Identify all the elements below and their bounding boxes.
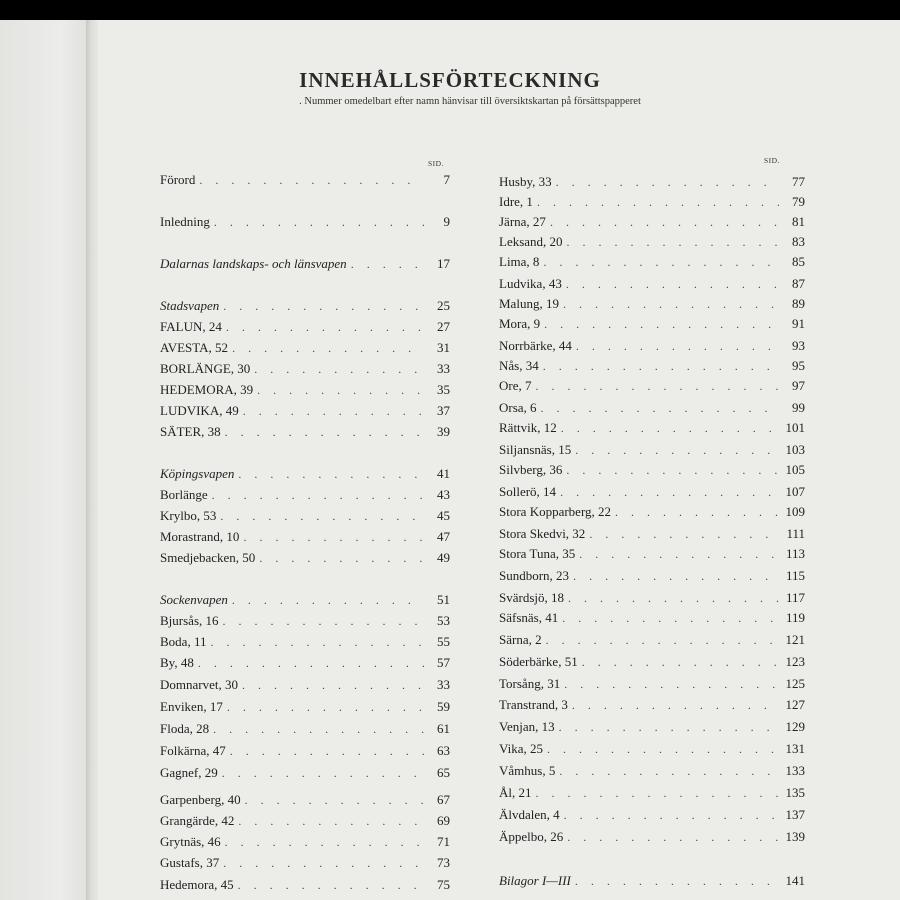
toc-dot-leader bbox=[243, 530, 424, 545]
toc-entry-page-number: 135 bbox=[785, 785, 805, 800]
toc-entry-title: By, 48 bbox=[160, 655, 194, 670]
toc-dot-leader bbox=[259, 551, 424, 566]
toc-entry-page-number: 73 bbox=[437, 855, 450, 870]
toc-dot-leader bbox=[227, 700, 424, 715]
toc-entry bbox=[160, 677, 450, 697]
toc-dot-leader bbox=[559, 720, 779, 735]
toc-entry-title: Orsa, 6 bbox=[499, 400, 537, 415]
toc-entry-page-number: 47 bbox=[437, 529, 450, 544]
toc-dot-leader bbox=[576, 339, 779, 354]
toc-dot-leader bbox=[220, 509, 424, 524]
toc-entry-title: Stadsvapen bbox=[160, 298, 220, 313]
toc-entry bbox=[160, 487, 450, 507]
toc-entry-page-number: 127 bbox=[785, 697, 805, 712]
toc-entry bbox=[160, 634, 450, 654]
toc-dot-leader bbox=[566, 463, 779, 478]
toc-entry-page-number: 125 bbox=[785, 676, 805, 691]
toc-entry-title: Bjursås, 16 bbox=[160, 613, 219, 628]
toc-dot-leader bbox=[210, 635, 424, 650]
toc-entry-title: Stora Tuna, 35 bbox=[499, 546, 576, 561]
toc-dot-leader bbox=[214, 215, 424, 230]
book-gutter bbox=[86, 20, 98, 900]
toc-entry-title: Ål, 21 bbox=[499, 785, 532, 800]
toc-entry-page-number: 103 bbox=[785, 442, 805, 457]
toc-dot-leader bbox=[222, 766, 424, 781]
toc-dot-leader bbox=[537, 195, 779, 210]
toc-entry-page-number: 9 bbox=[443, 214, 450, 229]
toc-entry-page-number: 57 bbox=[437, 655, 450, 670]
toc-entry-title: Idre, 1 bbox=[499, 194, 533, 209]
toc-entry-page-number: 87 bbox=[792, 276, 805, 291]
toc-entry bbox=[160, 361, 450, 381]
toc-entry bbox=[499, 873, 805, 893]
toc-entry-title: Hedemora, 45 bbox=[160, 877, 234, 892]
toc-dot-leader bbox=[198, 656, 424, 671]
toc-entry-page-number: 43 bbox=[437, 487, 450, 502]
toc-dot-leader bbox=[566, 277, 779, 292]
toc-entry bbox=[160, 743, 450, 763]
toc-entry-title: Enviken, 17 bbox=[160, 699, 223, 714]
toc-dot-leader bbox=[547, 742, 779, 757]
toc-entry-title: Lima, 8 bbox=[499, 254, 540, 269]
toc-entry-page-number: 61 bbox=[437, 721, 450, 736]
toc-entry bbox=[499, 526, 805, 546]
toc-entry-page-number: 27 bbox=[437, 319, 450, 334]
toc-entry bbox=[499, 194, 805, 214]
toc-dot-leader bbox=[230, 744, 424, 759]
toc-entry-page-number: 107 bbox=[785, 484, 805, 499]
toc-dot-leader bbox=[615, 505, 779, 520]
toc-dot-leader bbox=[541, 401, 779, 416]
toc-entry-title: Förord bbox=[160, 172, 196, 187]
toc-entry-title: Inledning bbox=[160, 214, 210, 229]
toc-entry-title: HEDEMORA, 39 bbox=[160, 382, 254, 397]
toc-entry-page-number: 49 bbox=[437, 550, 450, 565]
toc-entry-page-number: 35 bbox=[437, 382, 450, 397]
toc-entry-title: Sundborn, 23 bbox=[499, 568, 570, 583]
toc-entry bbox=[499, 442, 805, 462]
toc-entry bbox=[160, 172, 450, 192]
toc-entry bbox=[499, 568, 805, 588]
toc-dot-leader bbox=[575, 874, 779, 889]
toc-entry-page-number: 131 bbox=[785, 741, 805, 756]
toc-entry-title: Nås, 34 bbox=[499, 358, 539, 373]
toc-entry-page-number: 119 bbox=[785, 610, 805, 625]
toc-entry bbox=[160, 214, 450, 234]
toc-entry-page-number: 45 bbox=[437, 508, 450, 523]
toc-dot-leader bbox=[351, 257, 424, 272]
toc-entry-page-number: 105 bbox=[785, 462, 805, 477]
toc-entry-title: Borlänge bbox=[160, 487, 208, 502]
toc-entry-title: Transtrand, 3 bbox=[499, 697, 568, 712]
toc-dot-leader bbox=[223, 856, 424, 871]
page-column-label-right: SID. bbox=[764, 156, 780, 165]
toc-entry-page-number: 33 bbox=[437, 677, 450, 692]
toc-entry-page-number: 67 bbox=[437, 792, 450, 807]
toc-entry bbox=[499, 654, 805, 674]
toc-entry bbox=[499, 632, 805, 652]
toc-entry-page-number: 97 bbox=[792, 378, 805, 393]
toc-entry bbox=[499, 254, 805, 274]
toc-entry bbox=[499, 400, 805, 420]
toc-entry-title: Venjan, 13 bbox=[499, 719, 555, 734]
toc-dot-leader bbox=[568, 591, 779, 606]
toc-entry bbox=[499, 214, 805, 234]
toc-entry bbox=[160, 592, 450, 612]
toc-entry bbox=[499, 484, 805, 504]
toc-dot-leader bbox=[543, 359, 779, 374]
toc-entry-page-number: 79 bbox=[792, 194, 805, 209]
toc-dot-leader bbox=[232, 593, 424, 608]
toc-dot-leader bbox=[225, 425, 424, 440]
toc-entry-page-number: 37 bbox=[437, 403, 450, 418]
toc-entry-page-number: 89 bbox=[792, 296, 805, 311]
toc-entry-title: Ludvika, 43 bbox=[499, 276, 562, 291]
toc-entry-title: Sockenvapen bbox=[160, 592, 228, 607]
toc-entry-title: Boda, 11 bbox=[160, 634, 207, 649]
toc-entry-title: Mora, 9 bbox=[499, 316, 541, 331]
toc-entry bbox=[499, 590, 805, 610]
toc-entry bbox=[499, 358, 805, 378]
toc-dot-leader bbox=[561, 421, 779, 436]
toc-entry bbox=[499, 420, 805, 440]
toc-entry bbox=[499, 174, 805, 194]
toc-entry-title: Äppelbo, 26 bbox=[499, 829, 564, 844]
toc-dot-leader bbox=[589, 527, 779, 542]
toc-entry bbox=[499, 807, 805, 827]
toc-entry-page-number: 91 bbox=[792, 316, 805, 331]
toc-entry-title: Gagnef, 29 bbox=[160, 765, 218, 780]
toc-entry-page-number: 41 bbox=[437, 466, 450, 481]
toc-dot-leader bbox=[582, 655, 779, 670]
toc-entry bbox=[499, 676, 805, 696]
page-column-label-left: SID. bbox=[428, 159, 444, 168]
toc-entry-page-number: 17 bbox=[437, 256, 450, 271]
toc-dot-leader bbox=[579, 547, 779, 562]
toc-entry bbox=[160, 340, 450, 360]
toc-entry bbox=[499, 234, 805, 254]
toc-entry-page-number: 139 bbox=[785, 829, 805, 844]
toc-entry-page-number: 83 bbox=[792, 234, 805, 249]
toc-dot-leader bbox=[238, 878, 424, 893]
toc-entry-title: Stora Kopparberg, 22 bbox=[499, 504, 612, 519]
toc-entry-title: AVESTA, 52 bbox=[160, 340, 229, 355]
toc-entry-page-number: 111 bbox=[786, 526, 805, 541]
toc-entry-title: Silvberg, 36 bbox=[499, 462, 563, 477]
toc-entry-page-number: 55 bbox=[437, 634, 450, 649]
toc-entry bbox=[160, 298, 450, 318]
toc-dot-leader bbox=[575, 443, 779, 458]
toc-entry-page-number: 71 bbox=[437, 834, 450, 849]
page-subtitle: . Nummer omedelbart efter namn hänvisar till översiktskartan på försättspapperet bbox=[299, 96, 641, 107]
toc-dot-leader bbox=[226, 320, 424, 335]
toc-entry-title: Vika, 25 bbox=[499, 741, 543, 756]
toc-entry-page-number: 133 bbox=[785, 763, 805, 778]
toc-entry-title: Älvdalen, 4 bbox=[499, 807, 560, 822]
toc-entry bbox=[499, 504, 805, 524]
toc-entry-title: Säfsnäs, 41 bbox=[499, 610, 559, 625]
toc-entry-page-number: 113 bbox=[785, 546, 805, 561]
toc-dot-leader bbox=[567, 830, 779, 845]
toc-entry-page-number: 117 bbox=[785, 590, 805, 605]
toc-dot-leader bbox=[223, 614, 425, 629]
toc-entry-title: Söderbärke, 51 bbox=[499, 654, 578, 669]
toc-dot-leader bbox=[573, 569, 779, 584]
toc-dot-leader bbox=[238, 814, 424, 829]
toc-dot-leader bbox=[232, 341, 424, 356]
toc-dot-leader bbox=[213, 722, 424, 737]
toc-entry-page-number: 25 bbox=[437, 298, 450, 313]
toc-entry-title: Torsång, 31 bbox=[499, 676, 561, 691]
toc-entry-page-number: 31 bbox=[437, 340, 450, 355]
toc-entry bbox=[499, 316, 805, 336]
toc-entry bbox=[499, 546, 805, 566]
toc-entry bbox=[499, 276, 805, 296]
toc-dot-leader bbox=[536, 786, 780, 801]
toc-entry-page-number: 93 bbox=[792, 338, 805, 353]
toc-entry-title: Järna, 27 bbox=[499, 214, 546, 229]
toc-dot-leader bbox=[543, 255, 779, 270]
toc-entry bbox=[499, 785, 805, 805]
toc-entry-title: Krylbo, 53 bbox=[160, 508, 217, 523]
toc-entry bbox=[499, 829, 805, 849]
toc-entry bbox=[160, 319, 450, 339]
toc-entry-page-number: 65 bbox=[437, 765, 450, 780]
toc-entry-page-number: 33 bbox=[437, 361, 450, 376]
left-page-edge bbox=[0, 20, 88, 900]
toc-dot-leader bbox=[245, 793, 424, 808]
toc-entry-title: Sollerö, 14 bbox=[499, 484, 557, 499]
toc-dot-leader bbox=[238, 467, 424, 482]
toc-dot-leader bbox=[225, 835, 424, 850]
toc-entry-title: Rättvik, 12 bbox=[499, 420, 557, 435]
toc-entry bbox=[499, 763, 805, 783]
toc-entry-page-number: 115 bbox=[785, 568, 805, 583]
toc-entry-title: Norrbärke, 44 bbox=[499, 338, 572, 353]
toc-entry bbox=[160, 466, 450, 486]
toc-entry-title: Våmhus, 5 bbox=[499, 763, 556, 778]
toc-entry-page-number: 51 bbox=[437, 592, 450, 607]
toc-entry-page-number: 121 bbox=[785, 632, 805, 647]
toc-entry bbox=[160, 699, 450, 719]
toc-entry-page-number: 7 bbox=[443, 172, 450, 187]
toc-entry-title: Grytnäs, 46 bbox=[160, 834, 221, 849]
toc-entry bbox=[160, 834, 450, 854]
toc-entry-title: BORLÄNGE, 30 bbox=[160, 361, 251, 376]
toc-entry-page-number: 69 bbox=[437, 813, 450, 828]
toc-entry bbox=[160, 403, 450, 423]
toc-entry-title: Ore, 7 bbox=[499, 378, 532, 393]
toc-entry-title: SÄTER, 38 bbox=[160, 424, 221, 439]
toc-entry bbox=[160, 877, 450, 897]
toc-entry bbox=[499, 719, 805, 739]
toc-entry bbox=[499, 610, 805, 630]
toc-entry-title: Stora Skedvi, 32 bbox=[499, 526, 586, 541]
toc-entry-page-number: 137 bbox=[785, 807, 805, 822]
toc-entry bbox=[160, 424, 450, 444]
toc-entry bbox=[160, 550, 450, 570]
toc-dot-leader bbox=[254, 362, 424, 377]
toc-entry-title: Leksand, 20 bbox=[499, 234, 563, 249]
toc-entry-title: Smedjebacken, 50 bbox=[160, 550, 256, 565]
toc-entry-title: Dalarnas landskaps- och länsvapen bbox=[160, 256, 347, 271]
toc-entry-title: Domnarvet, 30 bbox=[160, 677, 238, 692]
toc-dot-leader bbox=[243, 404, 424, 419]
page-title: INNEHÅLLSFÖRTECKNING bbox=[299, 68, 601, 92]
toc-entry-title: Svärdsjö, 18 bbox=[499, 590, 564, 605]
toc-dot-leader bbox=[544, 317, 779, 332]
toc-entry-page-number: 95 bbox=[792, 358, 805, 373]
toc-entry bbox=[160, 382, 450, 402]
toc-entry-page-number: 109 bbox=[785, 504, 805, 519]
toc-dot-leader bbox=[556, 175, 779, 190]
toc-dot-leader bbox=[563, 297, 779, 312]
toc-entry-page-number: 53 bbox=[437, 613, 450, 628]
toc-entry-page-number: 63 bbox=[437, 743, 450, 758]
toc-entry bbox=[499, 462, 805, 482]
toc-entry-title: Siljansnäs, 15 bbox=[499, 442, 572, 457]
toc-dot-leader bbox=[257, 383, 424, 398]
toc-entry-title: Grangärde, 42 bbox=[160, 813, 235, 828]
toc-dot-leader bbox=[567, 235, 779, 250]
toc-entry bbox=[499, 296, 805, 316]
toc-entry bbox=[160, 256, 450, 276]
toc-entry-page-number: 75 bbox=[437, 877, 450, 892]
toc-entry-page-number: 141 bbox=[785, 873, 805, 888]
toc-entry bbox=[160, 855, 450, 875]
toc-entry-title: Köpingsvapen bbox=[160, 466, 235, 481]
toc-entry bbox=[160, 721, 450, 741]
toc-dot-leader bbox=[559, 764, 779, 779]
toc-entry-title: Bilagor I—III bbox=[499, 873, 571, 888]
toc-entry-title: Garpenberg, 40 bbox=[160, 792, 241, 807]
toc-entry-title: LUDVIKA, 49 bbox=[160, 403, 239, 418]
toc-entry bbox=[499, 697, 805, 717]
toc-dot-leader bbox=[560, 485, 779, 500]
toc-entry bbox=[160, 613, 450, 633]
toc-entry-page-number: 81 bbox=[792, 214, 805, 229]
toc-dot-leader bbox=[536, 379, 780, 394]
toc-entry-title: Särna, 2 bbox=[499, 632, 542, 647]
toc-entry bbox=[160, 655, 450, 675]
toc-dot-leader bbox=[550, 215, 779, 230]
toc-entry bbox=[499, 338, 805, 358]
toc-dot-leader bbox=[564, 677, 779, 692]
toc-entry-title: FALUN, 24 bbox=[160, 319, 222, 334]
toc-dot-leader bbox=[223, 299, 424, 314]
toc-entry-page-number: 99 bbox=[792, 400, 805, 415]
toc-entry-title: Malung, 19 bbox=[499, 296, 559, 311]
toc-entry bbox=[499, 378, 805, 398]
toc-entry-page-number: 101 bbox=[785, 420, 805, 435]
toc-entry-title: Morastrand, 10 bbox=[160, 529, 240, 544]
toc-dot-leader bbox=[199, 173, 424, 188]
toc-dot-leader bbox=[242, 678, 424, 693]
toc-dot-leader bbox=[562, 611, 779, 626]
toc-entry-title: Husby, 33 bbox=[499, 174, 552, 189]
toc-dot-leader bbox=[212, 488, 424, 503]
toc-entry-page-number: 123 bbox=[785, 654, 805, 669]
toc-entry-page-number: 129 bbox=[785, 719, 805, 734]
toc-entry bbox=[160, 508, 450, 528]
toc-dot-leader bbox=[564, 808, 779, 823]
toc-entry-page-number: 85 bbox=[792, 254, 805, 269]
toc-entry bbox=[160, 792, 450, 812]
toc-entry-page-number: 77 bbox=[792, 174, 805, 189]
toc-entry bbox=[499, 741, 805, 761]
toc-entry-page-number: 59 bbox=[437, 699, 450, 714]
toc-entry-title: Folkärna, 47 bbox=[160, 743, 226, 758]
toc-entry-title: Floda, 28 bbox=[160, 721, 210, 736]
toc-entry-title: Gustafs, 37 bbox=[160, 855, 220, 870]
toc-entry bbox=[160, 765, 450, 785]
toc-entry-page-number: 39 bbox=[437, 424, 450, 439]
toc-entry bbox=[160, 813, 450, 833]
toc-dot-leader bbox=[572, 698, 779, 713]
toc-dot-leader bbox=[546, 633, 779, 648]
toc-entry bbox=[160, 529, 450, 549]
